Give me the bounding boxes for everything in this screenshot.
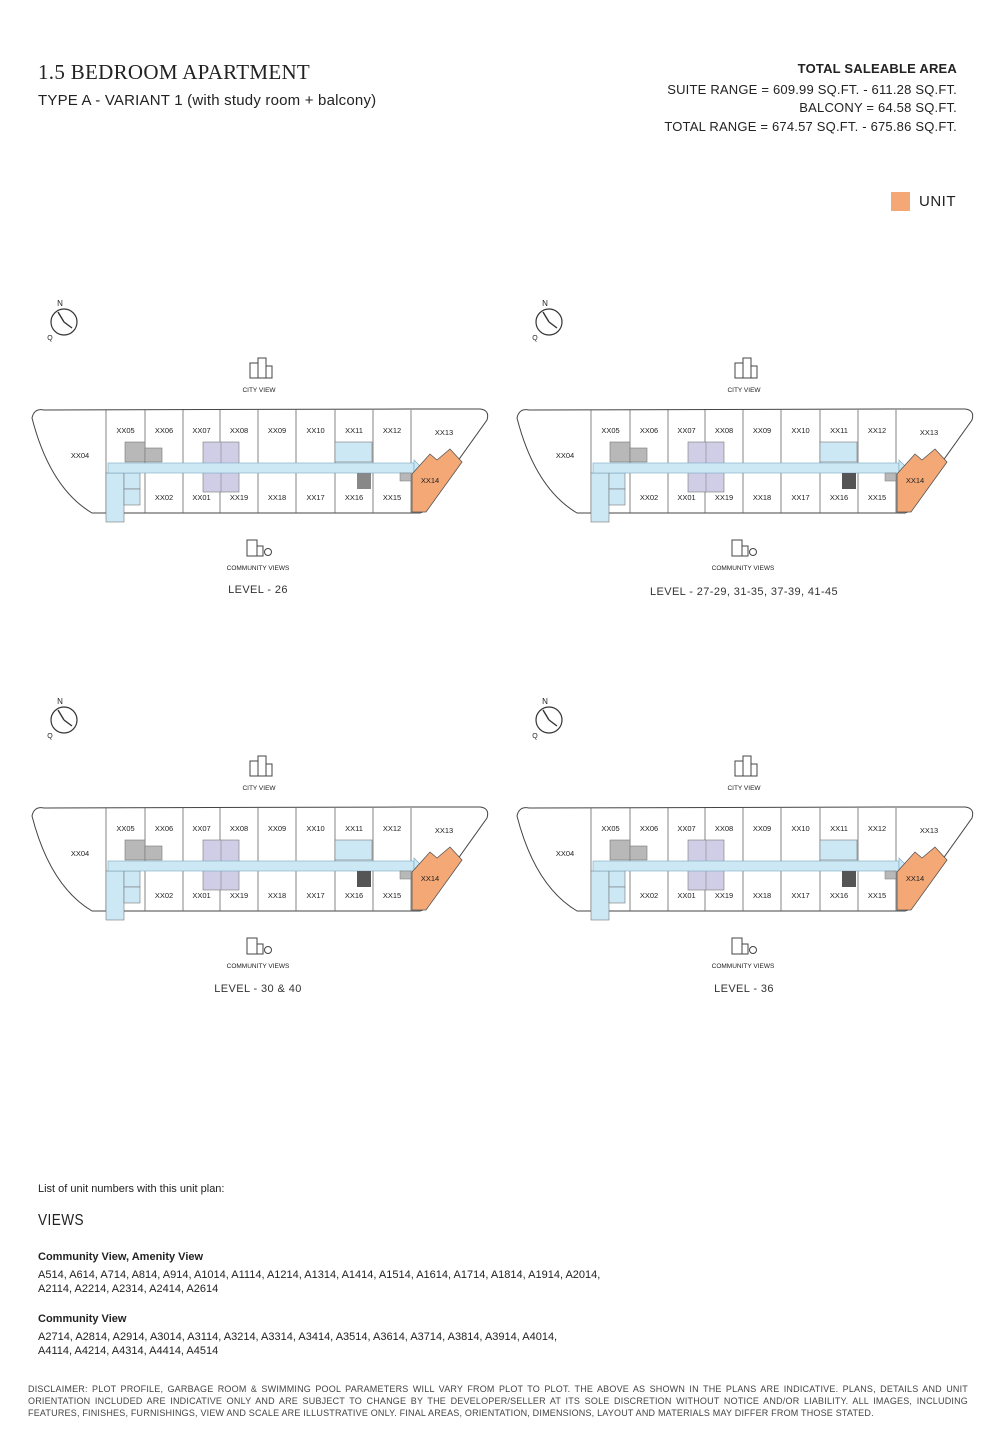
- unit-label-bottom: XX01: [677, 891, 696, 900]
- page-title: 1.5 BEDROOM APARTMENT: [38, 60, 311, 84]
- units-line: A4114, A4214, A4314, A4414, A4514: [38, 1345, 219, 1357]
- building-shape: [250, 363, 258, 378]
- unit-label-top: XX12: [382, 426, 402, 435]
- city-view-icon: [250, 358, 272, 378]
- side-corridor: [106, 871, 124, 920]
- service-core: [145, 846, 162, 860]
- unit-label-top: XX06: [154, 426, 174, 435]
- unit-label-top: XX11: [345, 426, 363, 435]
- building-shape: [735, 761, 743, 776]
- unit-label-top: XX12: [382, 824, 402, 833]
- stair-core: [335, 442, 372, 462]
- compass-needle: [58, 710, 64, 720]
- city-view-icon: [735, 358, 757, 378]
- stair-core: [335, 840, 372, 860]
- side-room: [124, 473, 140, 489]
- building-shape: [257, 944, 263, 954]
- building-shape: [258, 756, 266, 776]
- side-room: [124, 887, 140, 903]
- unit-label-bottom: XX18: [267, 493, 287, 502]
- balcony-area: BALCONY = 64.58 SQ.FT.: [799, 100, 957, 115]
- unit-label-top: XX09: [752, 824, 772, 833]
- unit-label-bottom: XX15: [867, 493, 887, 502]
- tree-shape: [750, 549, 757, 556]
- compass-needle: [549, 322, 557, 328]
- community-views-icon: [732, 540, 757, 556]
- stair-core: [820, 442, 857, 462]
- unit-label-bottom: XX15: [382, 891, 402, 900]
- unit-label-top: XX11: [830, 824, 848, 833]
- building-shape: [258, 358, 266, 378]
- unit-label-bottom: XX19: [229, 891, 249, 900]
- group-title-community: Community View: [38, 1313, 127, 1325]
- compass-q-label: Q: [47, 335, 53, 342]
- community-views-icon: [732, 938, 757, 954]
- floor-plan-level-30-40: [20, 688, 500, 988]
- service-core: [610, 442, 630, 462]
- unit-label-top: XX05: [601, 426, 620, 435]
- unit-label-top: XX05: [116, 824, 135, 833]
- floor-plan-svg: [505, 688, 985, 988]
- city-view-label: CITY VIEW: [727, 785, 761, 792]
- unit-label-bottom: XX16: [344, 891, 364, 900]
- main-corridor: [108, 861, 414, 871]
- side-room: [124, 489, 140, 505]
- building-shape: [732, 540, 742, 556]
- unit-label-xx04: XX04: [70, 849, 90, 858]
- building-shape: [743, 358, 751, 378]
- compass-needle: [64, 322, 72, 328]
- side-corridor: [591, 871, 609, 920]
- unit-label-bottom: XX16: [829, 493, 849, 502]
- compass-n-label: N: [57, 299, 63, 308]
- unit-label-top: XX09: [267, 426, 287, 435]
- compass-needle: [549, 720, 557, 726]
- side-room: [124, 871, 140, 887]
- unit-label-bottom: XX16: [344, 493, 364, 502]
- unit-label-xx04: XX04: [555, 849, 575, 858]
- unit-label-bottom: XX02: [154, 493, 174, 502]
- compass-icon: [532, 697, 562, 740]
- unit-label-xx04: XX04: [70, 451, 90, 460]
- unit-label-bottom: XX02: [154, 891, 174, 900]
- city-view-label: CITY VIEW: [242, 387, 276, 394]
- floor-plan-level-36: [505, 688, 985, 988]
- side-room: [609, 489, 625, 505]
- views-heading: VIEWS: [38, 1212, 84, 1229]
- main-corridor: [108, 463, 414, 473]
- unit-label-top: XX05: [601, 824, 620, 833]
- level-label-27-45: LEVEL - 27-29, 31-35, 37-39, 41-45: [649, 586, 839, 598]
- unit-list-intro: List of unit numbers with this unit plan:: [38, 1183, 225, 1195]
- floor-plan-svg: [20, 290, 500, 590]
- building-shape: [247, 540, 257, 556]
- unit-label-top: XX10: [791, 426, 810, 435]
- building-shape: [735, 363, 743, 378]
- unit-label-bottom: XX01: [192, 493, 211, 502]
- unit-label-top: XX08: [714, 824, 734, 833]
- unit-label-bottom: XX17: [306, 493, 325, 502]
- floor-plan-svg: [20, 688, 500, 988]
- compass-n-label: N: [542, 697, 548, 706]
- garbage-room: [842, 473, 856, 489]
- building-shape: [250, 761, 258, 776]
- unit-label-top: XX06: [639, 824, 659, 833]
- garbage-room: [842, 871, 856, 887]
- disclaimer: DISCLAIMER: PLOT PROFILE, GARBAGE ROOM & SWIMMING POOL PARAMETERS WILL VARY FROM PLOT TO PLOT. THE ABOVE AS SHOWN IN THE PLANS ARE INDICATIVE. PLANS, DETAILS AND UNIT ORIENTATION INCLUDED ARE INDICATIVE ONLY AND ARE SUBJECT TO CHANGE BY THE DEVELOPER/SELLER AT ITS SOLE DISCRETION WITHOUT NOTICE AND/OR LIABILITY. ALL IMAGES, INCLUDING FEATURES, FINISHES, FURNISHINGS, VIEW AND SCALE ARE ILLUSTRATIVE ONLY. FINAL AREAS, ORIENTATION, DIMENSIONS, LAYOUT AND MATERIALS MAY DIFFER FROM THOSE STATED.: [28, 1384, 968, 1418]
- legend: [891, 192, 956, 211]
- community-views-icon: [247, 540, 272, 556]
- building-shape: [257, 546, 263, 556]
- tree-shape: [265, 549, 272, 556]
- suite-range: SUITE RANGE = 609.99 SQ.FT. - 611.28 SQ.FT.: [667, 81, 957, 97]
- unit-label-xx14: XX14: [905, 476, 925, 485]
- units-line: A514, A614, A714, A814, A914, A1014, A1114, A1214, A1314, A1414, A1514, A1614, A1714, A1814, A1914, A2014,: [38, 1269, 601, 1281]
- service-box: [400, 473, 411, 481]
- unit-label-bottom: XX18: [752, 493, 772, 502]
- service-core: [125, 442, 145, 462]
- unit-label-top: XX05: [116, 426, 135, 435]
- compass-n-label: N: [542, 299, 548, 308]
- community-views-label: COMMUNITY VIEWS: [711, 565, 775, 572]
- building-shape: [751, 366, 757, 378]
- unit-label-top: XX12: [867, 824, 887, 833]
- building-shape: [247, 938, 257, 954]
- city-view-label: CITY VIEW: [727, 387, 761, 394]
- compass-icon: [532, 299, 562, 342]
- community-views-label: COMMUNITY VIEWS: [226, 565, 290, 572]
- building-shape: [266, 764, 272, 776]
- service-box: [885, 473, 896, 481]
- units-line: A2714, A2814, A2914, A3014, A3114, A3214, A3314, A3414, A3514, A3614, A3714, A3814, A3914, A4014,: [38, 1331, 558, 1343]
- unit-label-bottom: XX19: [714, 493, 734, 502]
- unit-label-top: XX10: [306, 426, 325, 435]
- compass-needle: [58, 312, 64, 322]
- compass-icon: [47, 299, 77, 342]
- building-shape: [743, 756, 751, 776]
- unit-label-bottom: XX17: [791, 493, 810, 502]
- unit-label-xx13: XX13: [434, 428, 454, 437]
- unit-label-top: XX06: [154, 824, 174, 833]
- unit-label-bottom: XX19: [229, 493, 249, 502]
- level-label-30-40: LEVEL - 30 & 40: [214, 983, 302, 995]
- compass-needle: [543, 710, 549, 720]
- garbage-room: [357, 473, 371, 489]
- floor-plan-svg: [505, 290, 985, 590]
- unit-label-top: XX10: [791, 824, 810, 833]
- unit-label-xx04: XX04: [555, 451, 575, 460]
- unit-label-top: XX07: [677, 824, 696, 833]
- floor-plan-level-27-45: [505, 290, 985, 590]
- unit-label-xx13: XX13: [434, 826, 454, 835]
- community-views-label: COMMUNITY VIEWS: [226, 963, 290, 970]
- unit-label-top: XX08: [714, 426, 734, 435]
- city-view-label: CITY VIEW: [242, 785, 276, 792]
- city-view-icon: [735, 756, 757, 776]
- building-shape: [742, 944, 748, 954]
- unit-label-top: XX11: [830, 426, 848, 435]
- unit-label-top: XX08: [229, 426, 249, 435]
- compass-q-label: Q: [47, 733, 53, 740]
- unit-label-bottom: XX02: [639, 493, 659, 502]
- unit-label-bottom: XX18: [267, 891, 287, 900]
- community-views-label: COMMUNITY VIEWS: [711, 963, 775, 970]
- unit-label-bottom: XX17: [791, 891, 810, 900]
- unit-label-top: XX06: [639, 426, 659, 435]
- units-line: A2114, A2214, A2314, A2414, A2614: [38, 1283, 219, 1295]
- unit-label-xx13: XX13: [919, 826, 939, 835]
- unit-label-top: XX10: [306, 824, 325, 833]
- side-corridor: [591, 473, 609, 522]
- unit-label-top: XX08: [229, 824, 249, 833]
- unit-label-top: XX09: [267, 824, 287, 833]
- main-corridor: [593, 463, 899, 473]
- stair-core: [820, 840, 857, 860]
- building-shape: [751, 764, 757, 776]
- service-core: [145, 448, 162, 462]
- legend-unit-swatch: [891, 192, 910, 211]
- building-shape: [266, 366, 272, 378]
- group-units-community-amenity: [38, 1268, 638, 1296]
- building-shape: [732, 938, 742, 954]
- legend-unit-label: UNIT: [919, 193, 956, 210]
- unit-label-top: XX07: [192, 824, 211, 833]
- compass-needle: [543, 312, 549, 322]
- service-core: [630, 846, 647, 860]
- service-core: [125, 840, 145, 860]
- compass-q-label: Q: [532, 335, 538, 342]
- unit-label-bottom: XX16: [829, 891, 849, 900]
- unit-label-bottom: XX18: [752, 891, 772, 900]
- unit-label-top: XX07: [677, 426, 696, 435]
- service-box: [885, 871, 896, 879]
- unit-label-bottom: XX17: [306, 891, 325, 900]
- service-box: [400, 871, 411, 879]
- unit-label-bottom: XX19: [714, 891, 734, 900]
- garbage-room: [357, 871, 371, 887]
- side-room: [609, 473, 625, 489]
- compass-q-label: Q: [532, 733, 538, 740]
- community-views-icon: [247, 938, 272, 954]
- total-range: TOTAL RANGE = 674.57 SQ.FT. - 675.86 SQ.FT.: [664, 118, 957, 134]
- group-units-community: [38, 1330, 638, 1358]
- floor-plan-level-26: [20, 290, 500, 590]
- compass-needle: [64, 720, 72, 726]
- side-corridor: [106, 473, 124, 522]
- page-subtitle: TYPE A - VARIANT 1 (with study room + balcony): [38, 92, 377, 109]
- main-corridor: [593, 861, 899, 871]
- service-core: [630, 448, 647, 462]
- unit-label-bottom: XX15: [867, 891, 887, 900]
- unit-label-xx13: XX13: [919, 428, 939, 437]
- compass-icon: [47, 697, 77, 740]
- compass-n-label: N: [57, 697, 63, 706]
- unit-label-top: XX09: [752, 426, 772, 435]
- side-room: [609, 887, 625, 903]
- area-heading: TOTAL SALEABLE AREA: [797, 61, 957, 76]
- unit-label-top: XX12: [867, 426, 887, 435]
- level-label-26: LEVEL - 26: [228, 584, 288, 596]
- side-room: [609, 871, 625, 887]
- tree-shape: [265, 947, 272, 954]
- unit-label-bottom: XX01: [677, 493, 696, 502]
- unit-label-top: XX11: [345, 824, 363, 833]
- unit-label-xx14: XX14: [420, 476, 440, 485]
- unit-label-bottom: XX02: [639, 891, 659, 900]
- unit-label-xx14: XX14: [420, 874, 440, 883]
- level-label-36: LEVEL - 36: [714, 983, 774, 995]
- building-shape: [742, 546, 748, 556]
- service-core: [610, 840, 630, 860]
- unit-label-top: XX07: [192, 426, 211, 435]
- tree-shape: [750, 947, 757, 954]
- city-view-icon: [250, 756, 272, 776]
- saleable-area-block: [664, 60, 957, 136]
- unit-label-xx14: XX14: [905, 874, 925, 883]
- unit-label-bottom: XX15: [382, 493, 402, 502]
- unit-label-bottom: XX01: [192, 891, 211, 900]
- group-title-community-amenity: Community View, Amenity View: [38, 1251, 204, 1263]
